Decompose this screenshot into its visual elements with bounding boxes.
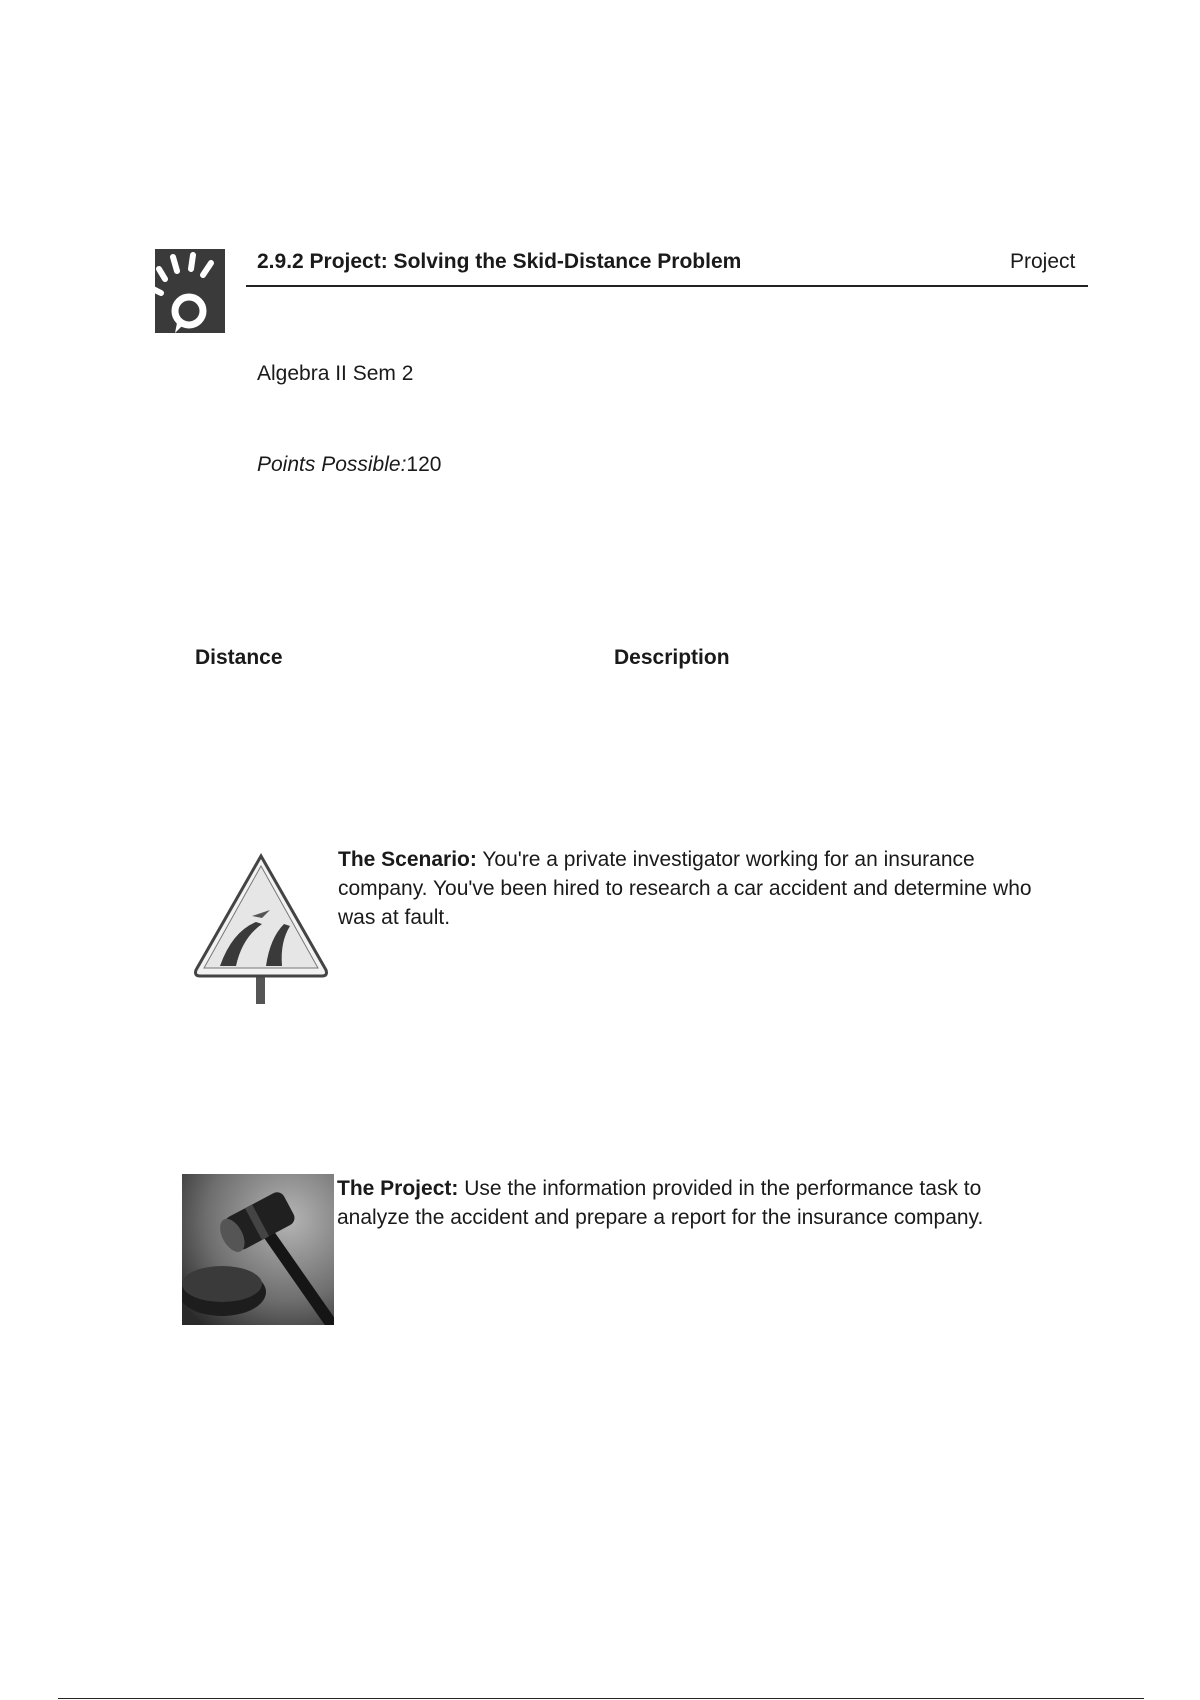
header-divider <box>246 285 1088 287</box>
skid-marks-road-sign-icon <box>192 852 330 1004</box>
footer-divider <box>58 1698 1144 1699</box>
points-possible <box>257 453 441 477</box>
document-type-label: Project <box>1010 250 1076 273</box>
scenario-label: The Scenario: <box>338 848 477 871</box>
gavel-photo-icon <box>182 1174 334 1325</box>
column-header-description: Description <box>614 646 730 669</box>
project-label: The Project: <box>337 1177 459 1200</box>
lightbulb-logo-icon <box>155 249 225 333</box>
scenario-paragraph <box>338 845 1038 932</box>
project-paragraph <box>337 1174 1027 1232</box>
page-title: 2.9.2 Project: Solving the Skid-Distance Problem <box>257 250 742 273</box>
course-name: Algebra II Sem 2 <box>257 362 414 385</box>
points-value: 120 <box>406 453 442 476</box>
column-header-distance: Distance <box>195 646 283 669</box>
scenario-body: You're a private investigator working for an insurance company. You've been hired to research a car accident and determine who was at fault. <box>338 848 1032 929</box>
points-label: Points Possible: <box>257 453 407 476</box>
project-body: Use the information provided in the performance task to analyze the accident and prepare a report for the insurance company. <box>337 1177 984 1229</box>
